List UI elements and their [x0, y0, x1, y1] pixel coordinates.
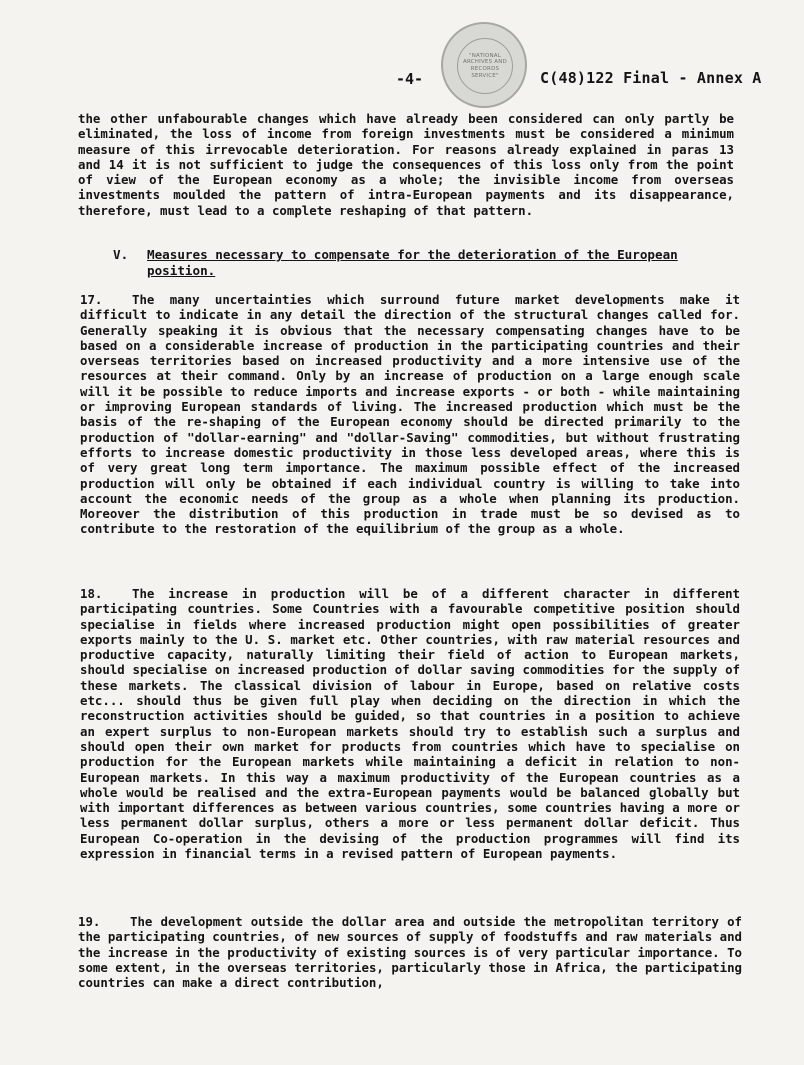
- paragraph-number: 19.: [78, 914, 101, 929]
- paragraph-text: The development outside the dollar area and outside the metropolitan territory of the participating countries, of new sources of supply of foodstuffs and raw materials and the increase in the productivity of existing sources is of very particular importance. To some extent, in the overseas territories, particularly those in Africa, the participating countries can make a direct contribution,: [78, 914, 742, 991]
- paragraph-number: 18.: [80, 586, 103, 601]
- paragraph-number: 17.: [80, 292, 103, 307]
- archive-stamp-text: "NATIONAL ARCHIVES AND RECORDS SERVICE": [457, 38, 513, 94]
- paragraph-18: [80, 586, 740, 861]
- paragraph-17: [80, 292, 740, 537]
- section-title: Measures necessary to compensate for the deterioration of the European position.: [147, 247, 678, 278]
- paragraph-text: The increase in production will be of a different character in different participating countries. Some Countries with a favourable competitive position should specialise in fields where increased production might open possibilities of greater exports mainly to the U. S. market etc. Other countries, with raw material resources and productive capacity, naturally limiting their field of action to European markets, should specialise on increased production of dollar saving commodities for the supply of these markets. The classical division of labour in Europe, based on relative costs etc... should thus be given full play when deciding on the direction in which the reconstruction activities should be guided, so that countries in a position to achieve an expert surplus to non-European markets should try to establish such a surplus and should open their own market for products from countries which have to specialise on production for the European markets while maintaining a deficit in relation to non-European markets. In this way a maximum productivity of the European countries as a whole would be realised and the extra-European payments would be balanced globally but with important differences as between various countries, some countries having a more or less permanent dollar surplus, others a more or less permanent dollar deficit. Thus European Co-operation in the devising of the production programmes will find its expression in financial terms in a revised pattern of European payments.: [80, 586, 740, 862]
- paragraph-19: [78, 914, 742, 990]
- paragraph-continued: the other unfabourable changes which have already been considered can only partly be eliminated, the loss of income from foreign investments must be considered a minimum measure of this irrevocable deterioration. For reasons already explained in paras 13 and 14 it is not sufficient to judge the consequences of this loss only from the point of view of the European economy as a whole; the invisible income from overseas investments moulded the pattern of intra-European payments and its disappearance, therefore, must lead to a complete reshaping of that pattern.: [78, 111, 734, 218]
- archive-stamp: [441, 22, 527, 108]
- page-number: -4-: [396, 70, 424, 88]
- paragraph-text: The many uncertainties which surround future market developments make it difficult to indicate in any detail the direction of the structural changes called for. Generally speaking it is obvious that the necessary compensating changes have to be based on a considerable increase of production in the participating countries and their overseas territories based on increased productivity and a more intensive use of the resources at their command. Only by an increase of production on a large enough scale will it be possible to reduce imports and increase exports - or both - while maintaining or improving European standards of living. The increased production which must be the basis of the re-shaping of the European economy should be directed primarily to the production of "dollar-earning" and "dollar-Saving" commodities, but without frustrating efforts to increase domestic productivity in those less developed areas, where this is of very great long term importance. The maximum possible effect of the increased production will only be obtained if each individual country is willing to take into account the economic needs of the group as a whole when planning its production. Moreover the distribution of this production in trade must be so devised as to contribute to the restoration of the equilibrium of the group as a whole.: [80, 292, 740, 537]
- section-number: V.: [113, 247, 129, 262]
- document-reference: C(48)122 Final - Annex A: [540, 69, 762, 87]
